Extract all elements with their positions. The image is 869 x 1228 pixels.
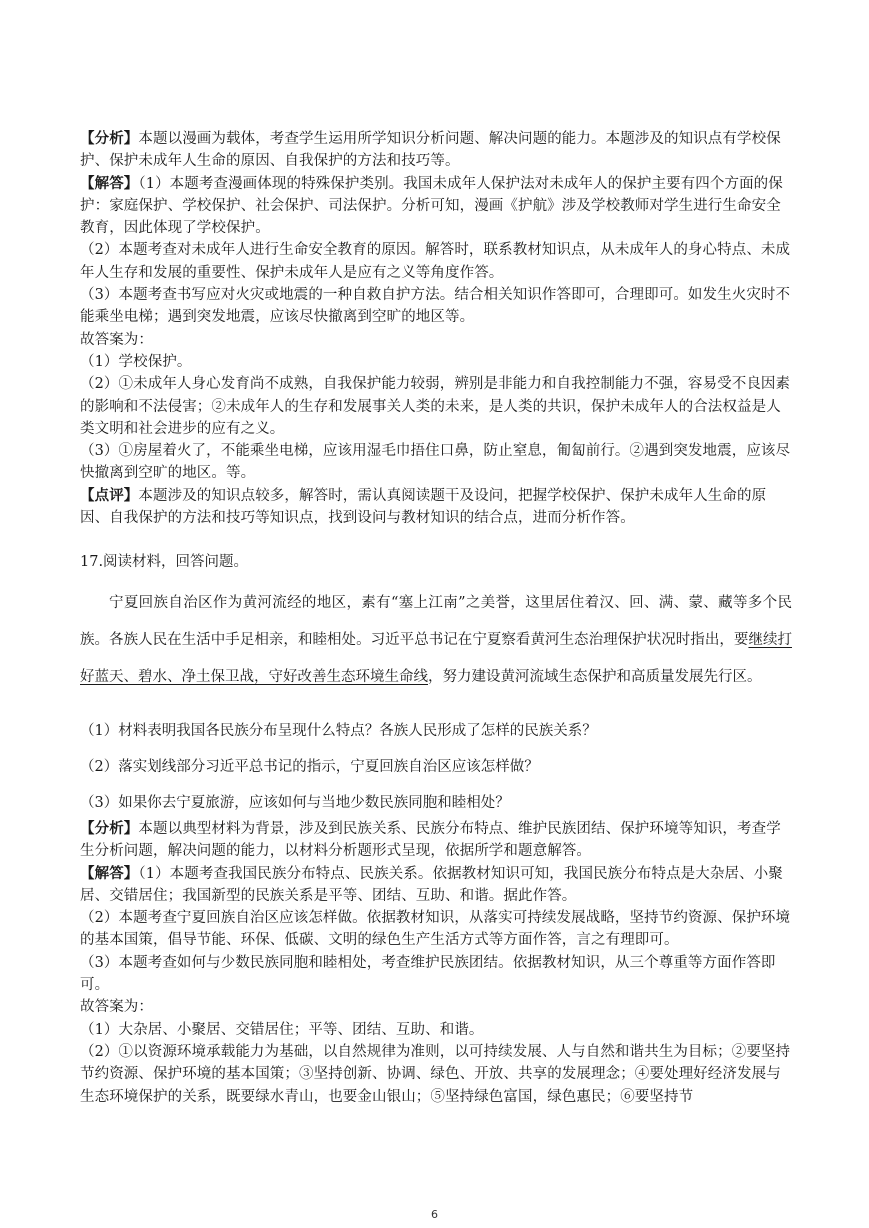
- page-number: 6: [431, 1208, 438, 1221]
- q16-answer-1: （1）学校保护。: [80, 353, 192, 370]
- q16-answer-2: （2）①未成年人身心发育尚不成熟，自我保护能力较弱，辨别是非能力和自我控制能力不强，容易受不良因素的影响和不法侵害；②未成年人的生存和发展事关人类的未来，是人类的共识，保护未成年人的合法权益是人类文明和社会进步的应有之义。: [80, 376, 791, 437]
- q17-answer-label: 故答案为：: [80, 999, 153, 1016]
- q17-answer-2: （2）①以资源环境承载能力为基础，以自然规律为准则，以可持续发展、人与自然和谐共生为目标；②要坚持节约资源、保护环境的基本国策；③坚持创新、协调、绿色、开放、共享的发展理念；④要处理好经济发展与生态环境保护的关系，既要绿水青山，也要金山银山；⑤坚持绿色富国，绿色惠民；⑥要坚持节: [80, 1043, 791, 1105]
- q16-answer-3: （3）①房屋着火了，不能乘坐电梯，应该用湿毛巾捂住口鼻，防止窒息，匍匐前行。②遇到突发地震，应该尽快撤离到空旷的地区。等。: [80, 443, 791, 482]
- q16-analysis: 【分析】本题以漫画为载体，考查学生运用所学知识分析问题、解决问题的能力。本题涉及的知识点有学校保护、保护未成年人生命的原因、自我保护的方法和技巧等。: [80, 130, 781, 170]
- q17-material: 宁夏回族自治区作为黄河流经的地区，素有“塞上江南”之美誉，这里居住着汉、回、满、蒙、藏等多个民族。各族人民在生活中手足相亲，和睦相处。习近平总书记在宁夏察看黄河生态治理保护状况时指出，要继续打好蓝天、碧水、净土保卫战，守好改善生态环境生命线，努力建设黄河流域生态保护和高质量发展先行区。: [80, 595, 792, 685]
- q16-solution-2: （2）本题考查对未成年人进行生命安全教育的原因。解答时，联系教材知识点，从未成年人的身心特点、未成年人生存和发展的重要性、保护未成年人是应有之义等角度作答。: [80, 242, 791, 281]
- q17-question-1: （1）材料表明我国各民族分布呈现什么特点？各族人民形成了怎样的民族关系？: [80, 723, 597, 739]
- q17-solution-1: 【解答】（1）本题考查我国民族分布特点、民族关系。依据教材知识可知，我国民族分布特点是大杂居、小聚居、交错居住；我国新型的民族关系是平等、团结、互助、和谐。据此作答。: [80, 864, 783, 904]
- solution-tag: 【解答】: [80, 864, 139, 882]
- analysis-tag: 【分析】: [80, 130, 139, 147]
- q17-solution-2: （2）本题考查宁夏回族自治区应该怎样做。依据教材知识，从落实可持续发展战略，坚持节约资源、保护环境的基本国策，倡导节能、环保、低碳、文明的绿色生产生活方式等方面作答，言之有理即可。: [80, 910, 791, 949]
- q17-answer-1: （1）大杂居、小聚居、交错居住；平等、团结、互助、和谐。: [80, 1021, 484, 1038]
- q17-explanation: [80, 818, 792, 1108]
- q16-comment: 【点评】本题涉及的知识点较多，解答时，需认真阅读题干及设问，把握学校保护、保护未成年人生命的原因、自我保护的方法和技巧等知识点，找到设问与教材知识的结合点，进而分析作答。: [80, 486, 767, 527]
- q17-analysis: 【分析】本题以典型材料为背景，涉及到民族关系、民族分布特点、维护民族团结、保护环境等知识，考查学生分析问题，解决问题的能力，以材料分析题形式呈现，依据所学和题意解答。: [80, 820, 781, 860]
- q17-question-3: （3）如果你去宁夏旅游，应该如何与当地少数民族同胞和睦相处？: [80, 795, 510, 811]
- analysis-tag: 【分析】: [80, 820, 139, 837]
- comment-tag: 【点评】: [80, 486, 139, 504]
- q16-answer-label: 故答案为：: [80, 331, 153, 348]
- q16-solution-3: （3）本题考查书写应对火灾或地震的一种自救自护方法。结合相关知识作答即可，合理即可。如发生火灾时不能乘坐电梯；遇到突发地震，应该尽快撤离到空旷的地区等。: [80, 287, 791, 326]
- underlined-instruction: 继续打好蓝天、碧水、净土保卫战，守好改善生态环境生命线: [80, 632, 792, 685]
- q17-question-2: （2）落实划线部分习近平总书记的指示，宁夏回族自治区应该怎样做？: [80, 759, 539, 775]
- q16-solution-1: 【解答】（1）本题考查漫画体现的特殊保护类别。我国未成年人保护法对未成年人的保护主要有四个方面的保护：家庭保护、学校保护、社会保护、司法保护。分析可知，漫画《护航》涉及学校教师对学生进行生命安全教育，因此体现了学校保护。: [80, 174, 783, 237]
- q16-explanation: [80, 128, 792, 529]
- solution-tag: 【解答】: [80, 174, 139, 192]
- q17-solution-3: （3）本题考查如何与少数民族同胞和睦相处，考查维护民族团结。依据教材知识，从三个尊重等方面作答即可。: [80, 954, 776, 994]
- q17-title: 17.阅读材料，回答问题。: [80, 554, 249, 570]
